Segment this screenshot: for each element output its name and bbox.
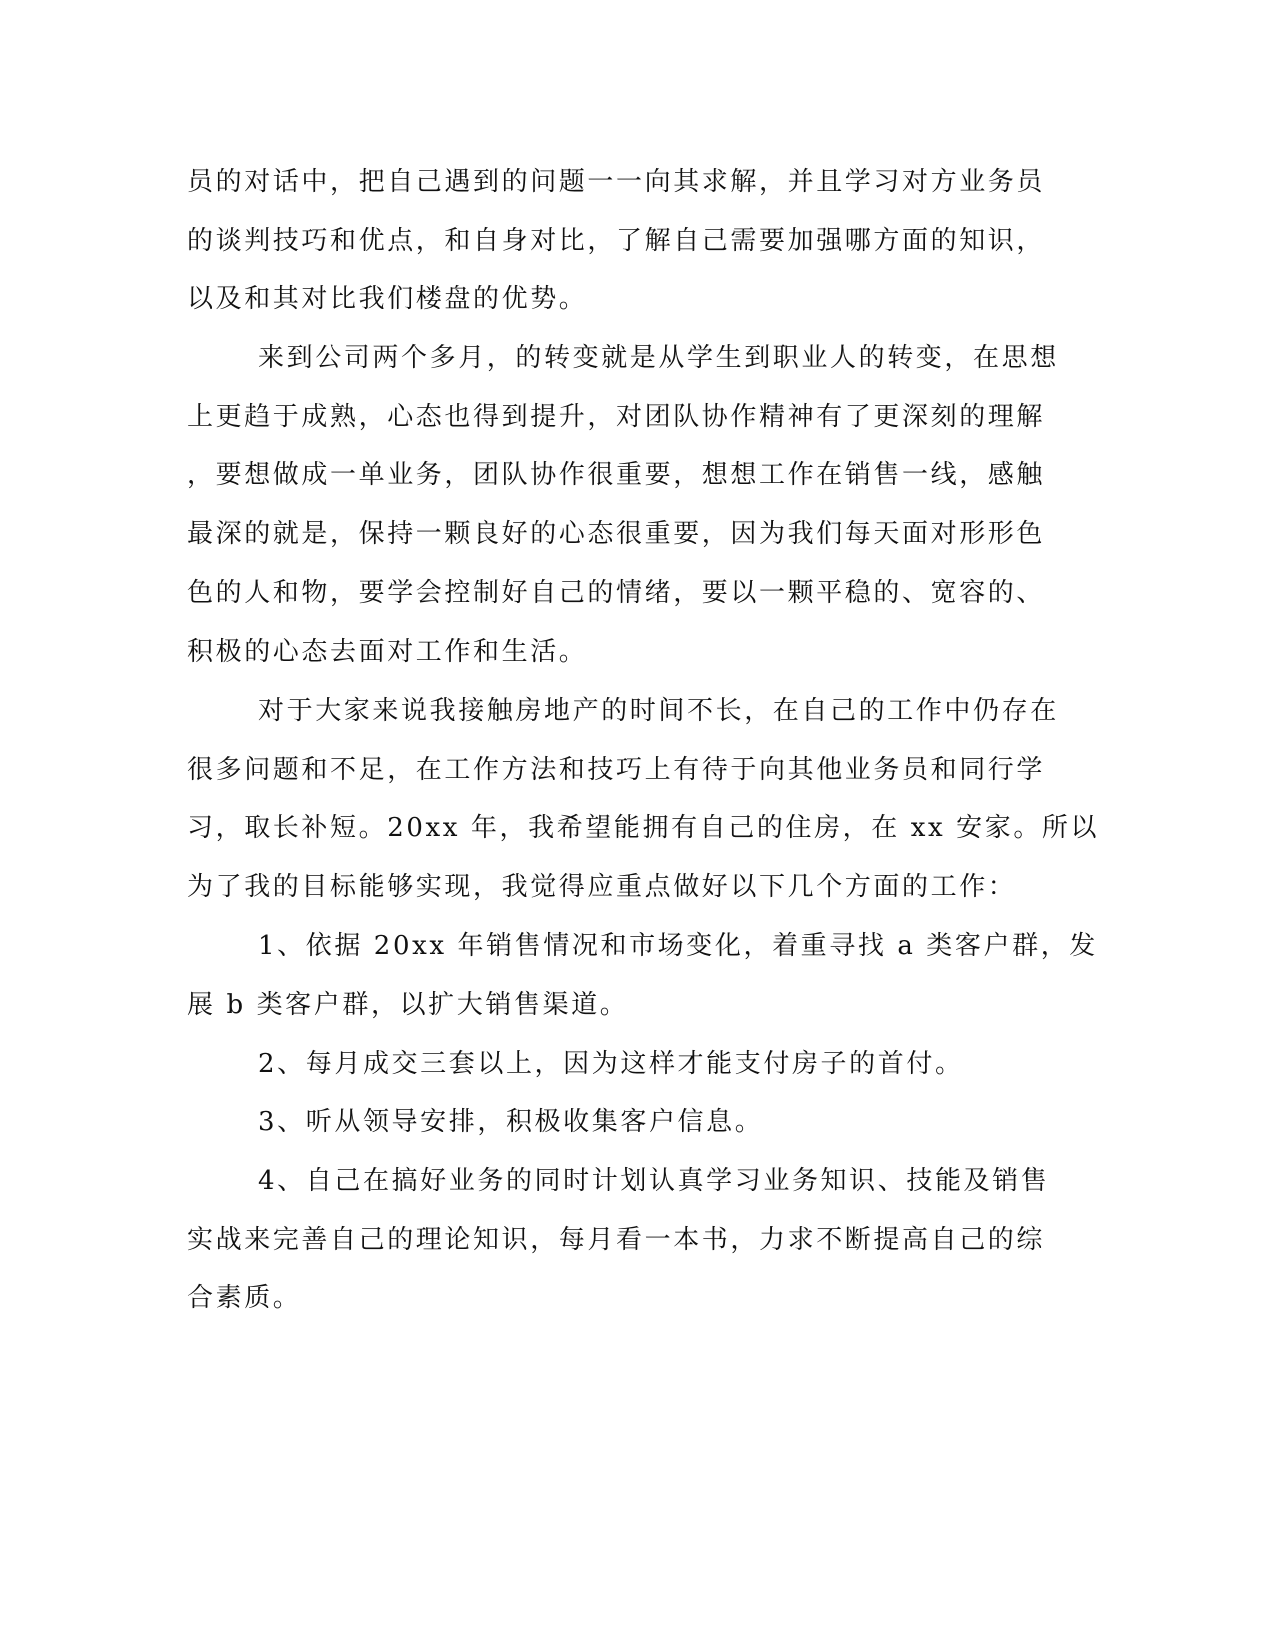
text-line: 以及和其对比我们楼盘的优势。 (187, 284, 588, 314)
list-item-4: 4、自己在搞好业务的同时计划认真学习业务知识、技能及销售 (258, 1166, 1050, 1196)
text-line: 最深的就是，保持一颗良好的心态很重要，因为我们每天面对形形色 (187, 519, 1046, 549)
paragraph-first-line: 对于大家来说我接触房地产的时间不长，在自己的工作中仍存在 (258, 696, 1059, 726)
text-line: 积极的心态去面对工作和生活。 (187, 637, 588, 667)
text-line: 的谈判技巧和优点，和自身对比，了解自己需要加强哪方面的知识， (187, 226, 1046, 256)
text-line: 上更趋于成熟，心态也得到提升，对团队协作精神有了更深刻的理解 (187, 402, 1046, 432)
text-line: 习，取长补短。20xx 年，我希望能拥有自己的住房，在 xx 安家。所以 (187, 813, 1100, 843)
text-line: 展 b 类客户群，以扩大销售渠道。 (187, 990, 629, 1020)
text-line: ，要想做成一单业务，团队协作很重要，想想工作在销售一线，感触 (187, 460, 1046, 490)
list-item-1: 1、依据 20xx 年销售情况和市场变化，着重寻找 a 类客户群，发 (258, 931, 1098, 961)
text-line: 色的人和物，要学会控制好自己的情绪，要以一颗平稳的、宽容的、 (187, 578, 1046, 608)
text-line: 实战来完善自己的理论知识，每月看一本书，力求不断提高自己的综 (187, 1225, 1046, 1255)
text-line: 合素质。 (187, 1283, 302, 1313)
list-item-3: 3、听从领导安排，积极收集客户信息。 (258, 1107, 764, 1137)
text-line: 很多问题和不足，在工作方法和技巧上有待于向其他业务员和同行学 (187, 755, 1046, 785)
paragraph-first-line: 来到公司两个多月，的转变就是从学生到职业人的转变，在思想 (258, 343, 1059, 373)
text-line: 员的对话中，把自己遇到的问题一一向其求解，并且学习对方业务员 (187, 167, 1046, 197)
list-item-2: 2、每月成交三套以上，因为这样才能支付房子的首付。 (258, 1049, 964, 1079)
text-line: 为了我的目标能够实现，我觉得应重点做好以下几个方面的工作： (187, 872, 1017, 902)
